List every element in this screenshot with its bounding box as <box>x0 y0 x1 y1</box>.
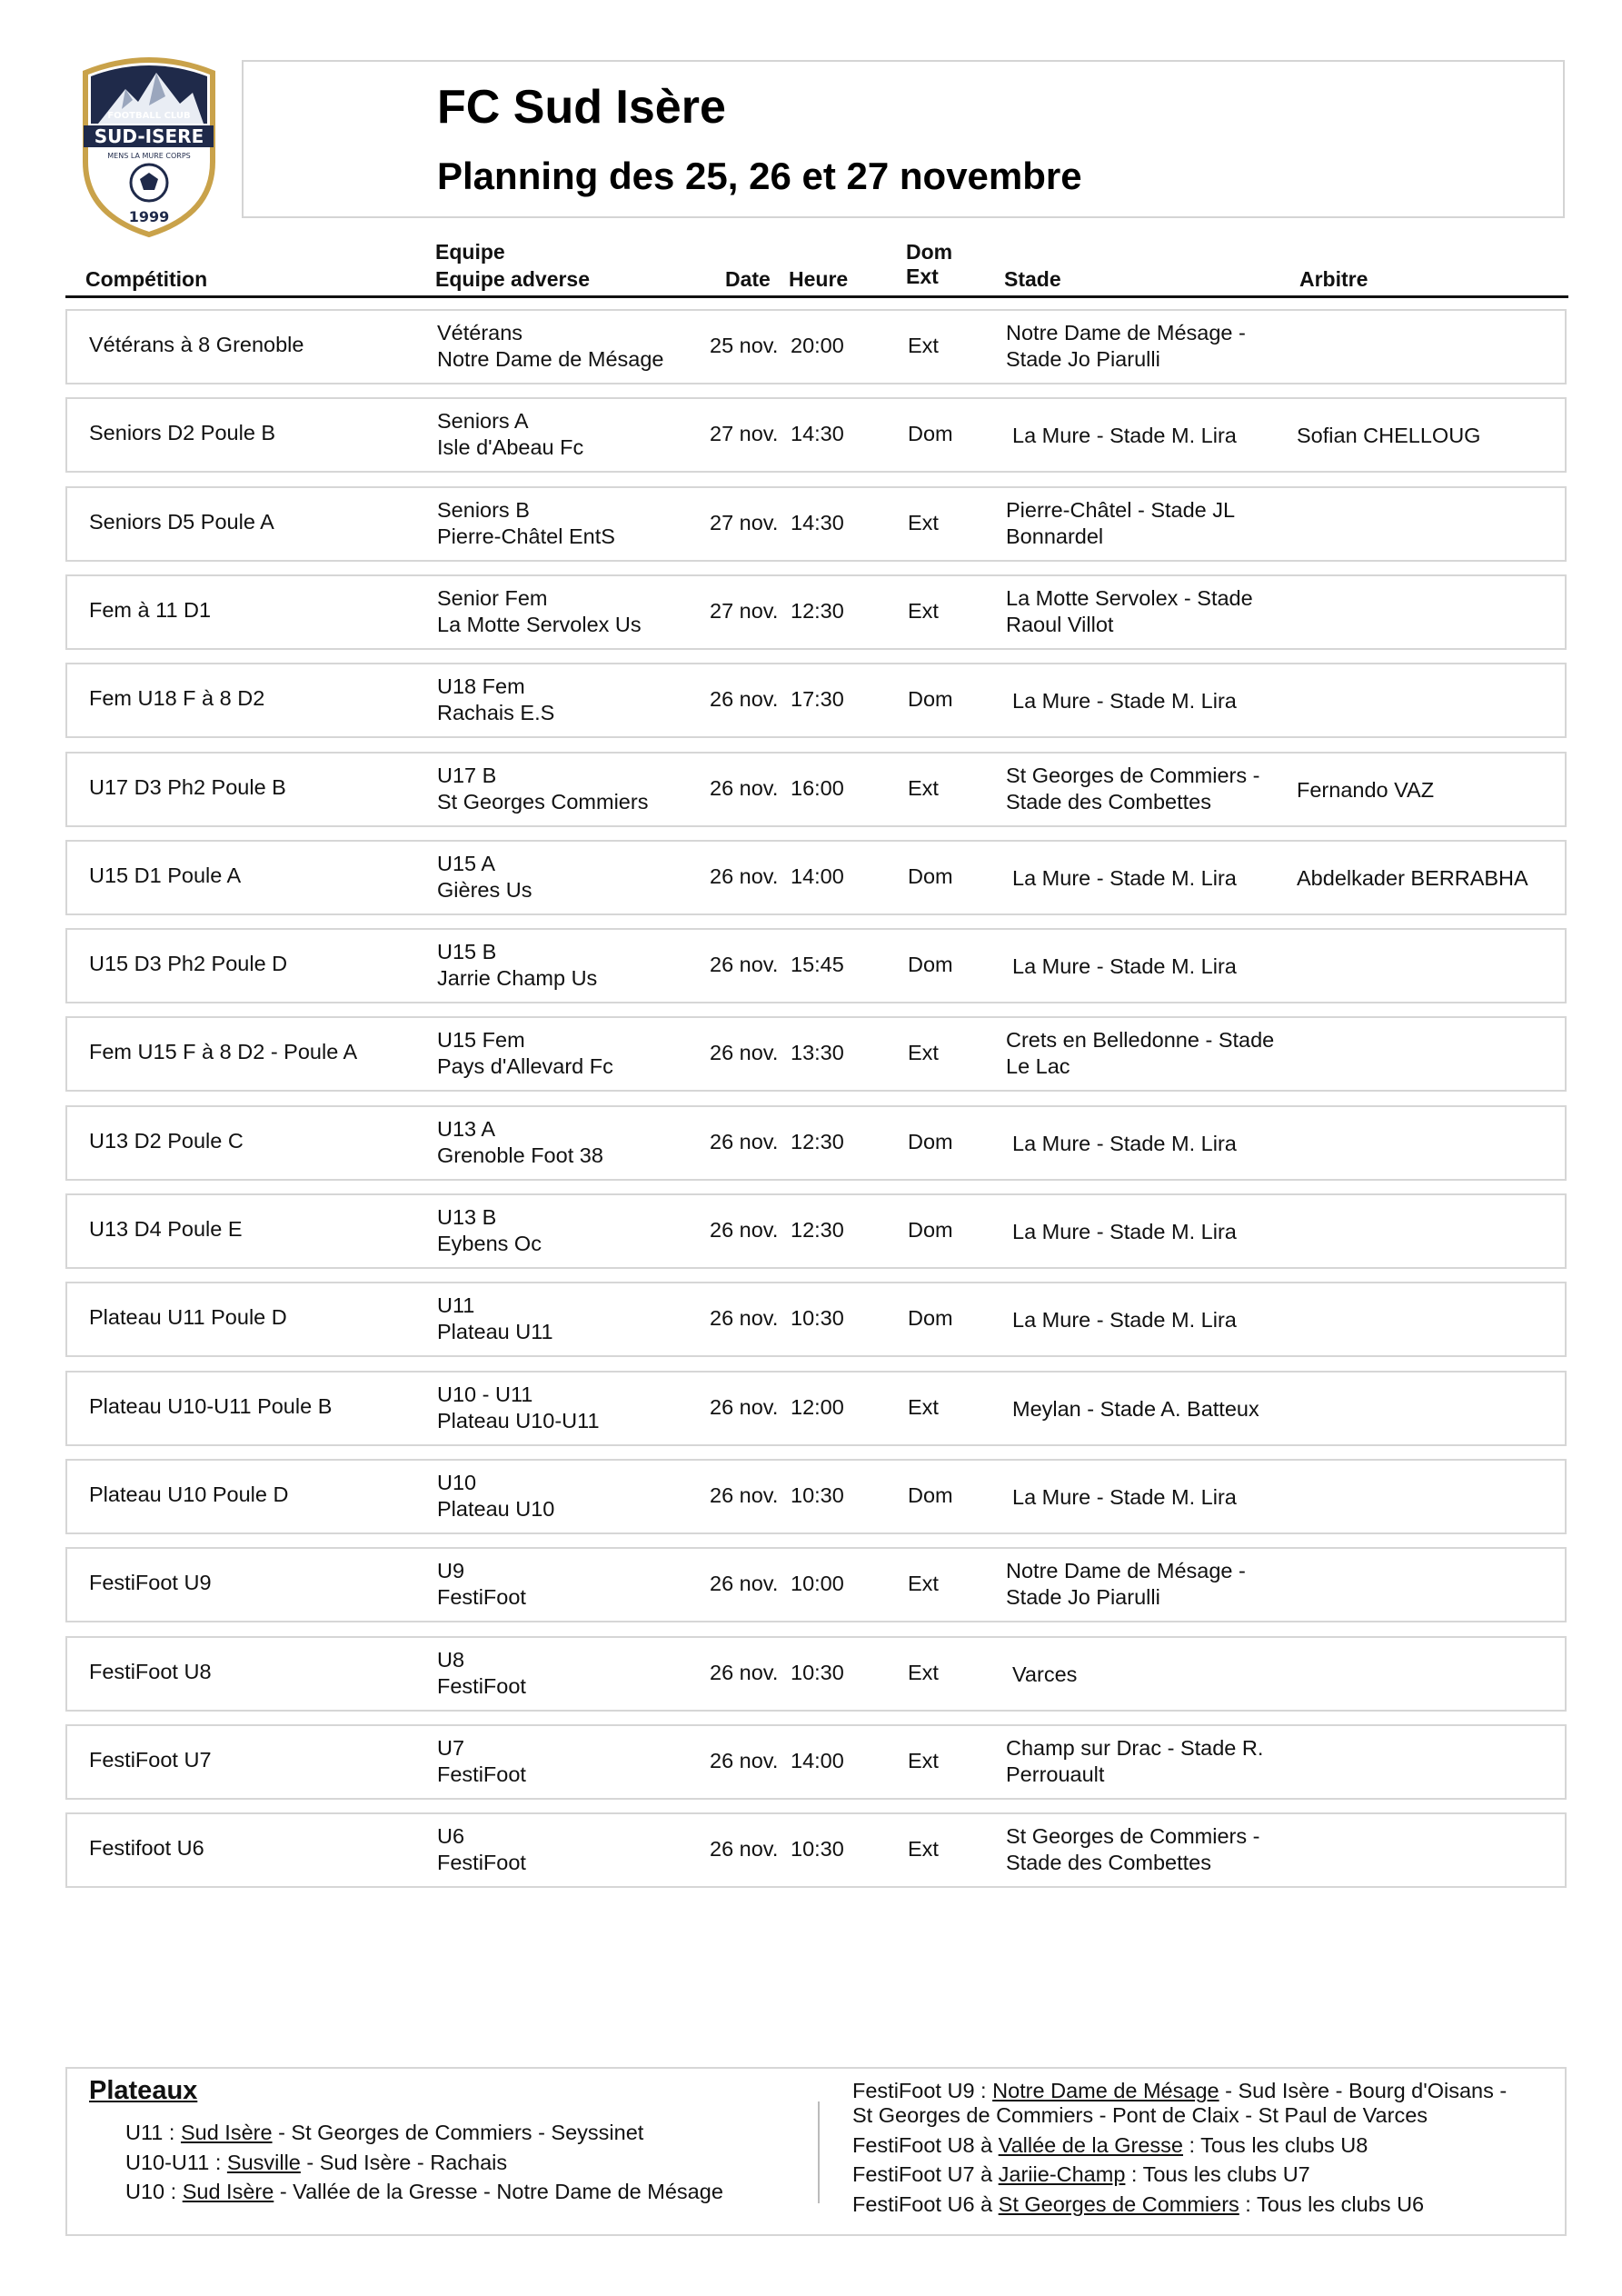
adverse-text: Gières Us <box>437 878 532 902</box>
stade-line: Champ sur Drac - Stade R. <box>1006 1736 1264 1760</box>
time-cell: 14:00 <box>791 1749 844 1772</box>
plateau-u10-line: U10 : Sud Isère - Vallée de la Gresse - Notre Dame de Mésage <box>125 2180 723 2203</box>
competition-cell: U15 D1 Poule A <box>89 863 242 887</box>
festifoot-u8-host-link[interactable]: Vallée de la Gresse <box>998 2133 1183 2157</box>
time-cell: 14:30 <box>791 422 844 445</box>
date-cell: 26 nov. <box>710 1572 779 1595</box>
stade-line: La Mure - Stade M. Lira <box>1012 1485 1237 1509</box>
schedule-row <box>65 1105 1567 1181</box>
arbitre-cell: Fernando VAZ <box>1297 778 1435 802</box>
svg-text:MENS LA MURE CORPS: MENS LA MURE CORPS <box>107 152 191 160</box>
time-cell: 12:30 <box>791 1130 844 1153</box>
festifoot-u8-line: FestiFoot U8 à Vallée de la Gresse : Tous les clubs U8 <box>852 2133 1368 2157</box>
festifoot-u6-host-link[interactable]: St Georges de Commiers <box>998 2192 1239 2216</box>
team-cell <box>437 1027 613 1080</box>
stade-cell <box>1012 1396 1294 1423</box>
competition-cell: Seniors D2 Poule B <box>89 421 276 444</box>
schedule-row <box>65 1282 1567 1357</box>
adverse-text: Jarrie Champ Us <box>437 966 598 990</box>
time-cell: 12:30 <box>791 1218 844 1242</box>
dom-ext-cell: Dom <box>908 1218 953 1242</box>
competition-cell: U13 D2 Poule C <box>89 1129 244 1153</box>
col-header-arbitre: Arbitre <box>1299 267 1368 291</box>
date-cell: 26 nov. <box>710 1837 779 1861</box>
dom-ext-cell: Dom <box>908 422 953 445</box>
schedule-row <box>65 752 1567 827</box>
festifoot-u9-host-link[interactable]: Notre Dame de Mésage <box>992 2079 1219 2102</box>
schedule-row <box>65 1547 1567 1622</box>
date-cell: 27 nov. <box>710 422 779 445</box>
date-cell: 27 nov. <box>710 599 779 623</box>
equipe-text: U15 Fem <box>437 1028 525 1052</box>
team-cell <box>437 674 554 726</box>
stade-line: Pierre-Châtel - Stade JL <box>1006 498 1236 522</box>
stade-cell <box>1012 1131 1294 1157</box>
equipe-text: U15 B <box>437 940 497 963</box>
arbitre-cell: Sofian CHELLOUG <box>1297 424 1481 447</box>
adverse-text: La Motte Servolex Us <box>437 613 642 636</box>
footer-divider <box>818 2101 820 2203</box>
adverse-text: FestiFoot <box>437 1851 526 1874</box>
competition-cell: FestiFoot U9 <box>89 1571 212 1594</box>
date-cell: 26 nov. <box>710 864 779 888</box>
equipe-text: Seniors B <box>437 498 530 522</box>
stade-line: Meylan - Stade A. Batteux <box>1012 1397 1259 1421</box>
stade-line: Stade Jo Piarulli <box>1006 1585 1160 1609</box>
team-cell <box>437 1382 600 1434</box>
schedule-row <box>65 1193 1567 1269</box>
equipe-text: Seniors A <box>437 409 529 433</box>
dom-ext-cell: Ext <box>908 1572 939 1595</box>
stade-cell <box>1012 953 1294 980</box>
competition-cell: FestiFoot U8 <box>89 1660 212 1683</box>
stade-line: Raoul Villot <box>1006 613 1114 636</box>
dom-ext-cell: Ext <box>908 334 939 357</box>
time-cell: 14:30 <box>791 511 844 534</box>
schedule-row <box>65 309 1567 384</box>
adverse-text: FestiFoot <box>437 1585 526 1609</box>
svg-text:1999: 1999 <box>128 208 170 225</box>
col-header-equipe-adverse: Equipe adverse <box>435 267 591 291</box>
stade-line: La Mure - Stade M. Lira <box>1012 1308 1237 1332</box>
adverse-text: FestiFoot <box>437 1762 526 1786</box>
dom-ext-cell: Ext <box>908 1395 939 1419</box>
stade-cell <box>1012 1219 1294 1245</box>
date-cell: 26 nov. <box>710 1661 779 1684</box>
date-cell: 26 nov. <box>710 687 779 711</box>
competition-cell: Plateau U10-U11 Poule B <box>89 1394 333 1418</box>
equipe-text: U13 B <box>437 1205 497 1229</box>
stade-line: Notre Dame de Mésage - <box>1006 1559 1246 1582</box>
equipe-text: U10 - U11 <box>437 1383 533 1406</box>
team-cell <box>437 763 648 815</box>
competition-cell: U13 D4 Poule E <box>89 1217 243 1241</box>
time-cell: 17:30 <box>791 687 844 711</box>
team-cell <box>437 851 532 903</box>
equipe-text: Vétérans <box>437 321 523 344</box>
festifoot-u6-line: FestiFoot U6 à St Georges de Commiers : Tous les clubs U6 <box>852 2192 1425 2216</box>
schedule-row <box>65 1724 1567 1800</box>
plateaux-title: Plateaux <box>89 2076 198 2105</box>
svg-text:FOOTBALL CLUB: FOOTBALL CLUB <box>107 111 191 121</box>
stade-line: Le Lac <box>1006 1054 1070 1078</box>
plateaux-footer <box>65 2067 1567 2236</box>
stade-cell <box>1006 1823 1288 1876</box>
stade-cell <box>1012 1484 1294 1511</box>
col-header-equipe: Equipe <box>435 240 505 264</box>
dom-ext-cell: Ext <box>908 1661 939 1684</box>
equipe-text: U6 <box>437 1824 465 1848</box>
stade-line: Stade Jo Piarulli <box>1006 347 1160 371</box>
date-cell: 25 nov. <box>710 334 779 357</box>
festifoot-u9-line2: St Georges de Commiers - Pont de Claix - St Paul de Varces <box>852 2103 1428 2127</box>
team-cell <box>437 320 663 373</box>
schedule-row <box>65 1812 1567 1888</box>
stade-line: St Georges de Commiers - <box>1006 764 1260 787</box>
stade-cell <box>1006 763 1288 815</box>
competition-cell: U17 D3 Ph2 Poule B <box>89 775 286 799</box>
date-cell: 26 nov. <box>710 776 779 800</box>
stade-cell <box>1006 497 1288 550</box>
stade-line: Varces <box>1012 1662 1078 1686</box>
stade-line: Crets en Belledonne - Stade <box>1006 1028 1275 1052</box>
date-cell: 26 nov. <box>710 1218 779 1242</box>
competition-cell: Plateau U11 Poule D <box>89 1305 287 1329</box>
stade-line: La Mure - Stade M. Lira <box>1012 866 1237 890</box>
adverse-text: Plateau U11 <box>437 1320 553 1343</box>
date-cell: 27 nov. <box>710 511 779 534</box>
competition-cell: Fem U15 F à 8 D2 - Poule A <box>89 1040 358 1063</box>
stade-line: St Georges de Commiers - <box>1006 1824 1260 1848</box>
team-cell <box>437 585 642 638</box>
team-cell <box>437 1293 553 1345</box>
stade-line: La Mure - Stade M. Lira <box>1012 424 1237 447</box>
competition-cell: FestiFoot U7 <box>89 1748 212 1772</box>
team-cell <box>437 1116 603 1169</box>
time-cell: 12:30 <box>791 599 844 623</box>
festifoot-u7-line: FestiFoot U7 à Jariie-Champ : Tous les clubs U7 <box>852 2162 1310 2186</box>
team-cell <box>437 939 597 992</box>
stade-line: La Mure - Stade M. Lira <box>1012 689 1237 713</box>
dom-ext-cell: Ext <box>908 599 939 623</box>
adverse-text: Notre Dame de Mésage <box>437 347 664 371</box>
competition-cell: Seniors D5 Poule A <box>89 510 274 534</box>
team-cell <box>437 497 615 550</box>
stade-line: La Mure - Stade M. Lira <box>1012 1132 1237 1155</box>
adverse-text: Eybens Oc <box>437 1232 542 1255</box>
equipe-text: U10 <box>437 1471 477 1494</box>
time-cell: 10:00 <box>791 1572 844 1595</box>
competition-cell: Plateau U10 Poule D <box>89 1482 289 1506</box>
col-header-dom: Dom <box>906 240 953 264</box>
stade-cell <box>1012 688 1294 714</box>
stade-cell <box>1012 423 1294 449</box>
team-cell <box>437 1647 526 1700</box>
equipe-text: U17 B <box>437 764 497 787</box>
dom-ext-cell: Ext <box>908 1837 939 1861</box>
equipe-text: U8 <box>437 1648 465 1672</box>
stade-cell <box>1012 1662 1294 1688</box>
festifoot-u7-host-link[interactable]: Jariie-Champ <box>998 2162 1126 2186</box>
competition-cell: Fem U18 F à 8 D2 <box>89 686 265 710</box>
adverse-text: Isle d'Abeau Fc <box>437 435 584 459</box>
dom-ext-cell: Ext <box>908 511 939 534</box>
time-cell: 10:30 <box>791 1661 844 1684</box>
page-subtitle: Planning des 25, 26 et 27 novembre <box>437 155 1082 197</box>
plateau-u11-host-link[interactable]: Sud Isère <box>180 2121 273 2144</box>
adverse-text: Grenoble Foot 38 <box>437 1143 603 1167</box>
plateau-u11-line: U11 : Sud Isère - St Georges de Commiers - Seyssinet <box>125 2121 644 2144</box>
stade-line: La Mure - Stade M. Lira <box>1012 954 1237 978</box>
svg-text:SUD-ISERE: SUD-ISERE <box>94 125 204 147</box>
adverse-text: Pierre-Châtel EntS <box>437 524 615 548</box>
time-cell: 13:30 <box>791 1041 844 1064</box>
time-cell: 10:30 <box>791 1837 844 1861</box>
col-header-heure: Heure <box>789 267 849 291</box>
competition-cell: Fem à 11 D1 <box>89 598 212 622</box>
schedule-row <box>65 1016 1567 1092</box>
schedule-row <box>65 840 1567 915</box>
schedule-row <box>65 1459 1567 1534</box>
schedule-row <box>65 1636 1567 1712</box>
equipe-text: U11 <box>437 1293 475 1317</box>
stade-cell <box>1006 1558 1288 1611</box>
plateau-u10-u11-host-link[interactable]: Susville <box>226 2151 301 2174</box>
competition-cell: U15 D3 Ph2 Poule D <box>89 952 288 975</box>
team-cell <box>437 1558 526 1611</box>
stade-cell <box>1006 320 1288 373</box>
schedule-row <box>65 1371 1567 1446</box>
stade-line: La Mure - Stade M. Lira <box>1012 1220 1237 1243</box>
dom-ext-cell: Dom <box>908 687 953 711</box>
dom-ext-cell: Ext <box>908 1749 939 1772</box>
adverse-text: Plateau U10 <box>437 1497 555 1521</box>
team-cell <box>437 408 583 461</box>
date-cell: 26 nov. <box>710 953 779 976</box>
stade-cell <box>1006 1735 1288 1788</box>
date-cell: 26 nov. <box>710 1483 779 1507</box>
stade-line: La Motte Servolex - Stade <box>1006 586 1253 610</box>
adverse-text: Rachais E.S <box>437 701 555 724</box>
stade-line: Stade des Combettes <box>1006 790 1211 814</box>
schedule-row <box>65 574 1567 650</box>
stade-cell <box>1012 1307 1294 1333</box>
time-cell: 14:00 <box>791 864 844 888</box>
schedule-row <box>65 928 1567 1003</box>
time-cell: 20:00 <box>791 334 844 357</box>
team-cell <box>437 1823 526 1876</box>
equipe-text: U18 Fem <box>437 674 525 698</box>
adverse-text: St Georges Commiers <box>437 790 649 814</box>
adverse-text: Pays d'Allevard Fc <box>437 1054 613 1078</box>
competition-cell: Festifoot U6 <box>89 1836 204 1860</box>
date-cell: 26 nov. <box>710 1749 779 1772</box>
schedule-row <box>65 663 1567 738</box>
time-cell: 16:00 <box>791 776 844 800</box>
col-header-date: Date <box>725 267 771 291</box>
stade-line: Stade des Combettes <box>1006 1851 1211 1874</box>
equipe-text: U9 <box>437 1559 465 1582</box>
equipe-text: U13 A <box>437 1117 496 1141</box>
time-cell: 15:45 <box>791 953 844 976</box>
stade-line: Bonnardel <box>1006 524 1104 548</box>
stade-line: Notre Dame de Mésage - <box>1006 321 1246 344</box>
festifoot-u9-line: FestiFoot U9 : Notre Dame de Mésage - Sud Isère - Bourg d'Oisans - <box>852 2079 1508 2102</box>
schedule-row <box>65 397 1567 473</box>
date-cell: 26 nov. <box>710 1306 779 1330</box>
dom-ext-cell: Ext <box>908 1041 939 1064</box>
col-header-ext: Ext <box>906 265 939 288</box>
time-cell: 10:30 <box>791 1306 844 1330</box>
plateau-u10-u11-line: U10-U11 : Susville - Sud Isère - Rachais <box>125 2151 508 2174</box>
time-cell: 12:00 <box>791 1395 844 1419</box>
dom-ext-cell: Dom <box>908 864 953 888</box>
stade-line: Perrouault <box>1006 1762 1105 1786</box>
adverse-text: FestiFoot <box>437 1674 526 1698</box>
stade-cell <box>1006 1027 1288 1080</box>
equipe-text: U7 <box>437 1736 465 1760</box>
team-cell <box>437 1735 526 1788</box>
col-header-competition: Compétition <box>85 267 208 291</box>
col-header-stade: Stade <box>1004 267 1061 291</box>
adverse-text: Plateau U10-U11 <box>437 1409 600 1433</box>
dom-ext-cell: Ext <box>908 776 939 800</box>
date-cell: 26 nov. <box>710 1130 779 1153</box>
stade-cell <box>1012 865 1294 892</box>
title-box <box>242 60 1565 218</box>
plateau-u10-host-link[interactable]: Sud Isère <box>182 2180 274 2203</box>
club-crest-logo <box>78 53 219 239</box>
dom-ext-cell: Dom <box>908 953 953 976</box>
schedule-row <box>65 486 1567 562</box>
date-cell: 26 nov. <box>710 1041 779 1064</box>
equipe-text: U15 A <box>437 852 496 875</box>
date-cell: 26 nov. <box>710 1395 779 1419</box>
competition-cell: Vétérans à 8 Grenoble <box>89 333 304 356</box>
team-cell <box>437 1204 542 1257</box>
equipe-text: Senior Fem <box>437 586 548 610</box>
stade-cell <box>1006 585 1288 638</box>
page-title: FC Sud Isère <box>437 81 726 134</box>
header-rule <box>65 295 1568 298</box>
time-cell: 10:30 <box>791 1483 844 1507</box>
dom-ext-cell: Dom <box>908 1306 953 1330</box>
arbitre-cell: Abdelkader BERRABHA <box>1297 866 1528 890</box>
team-cell <box>437 1470 554 1522</box>
dom-ext-cell: Dom <box>908 1130 953 1153</box>
dom-ext-cell: Dom <box>908 1483 953 1507</box>
